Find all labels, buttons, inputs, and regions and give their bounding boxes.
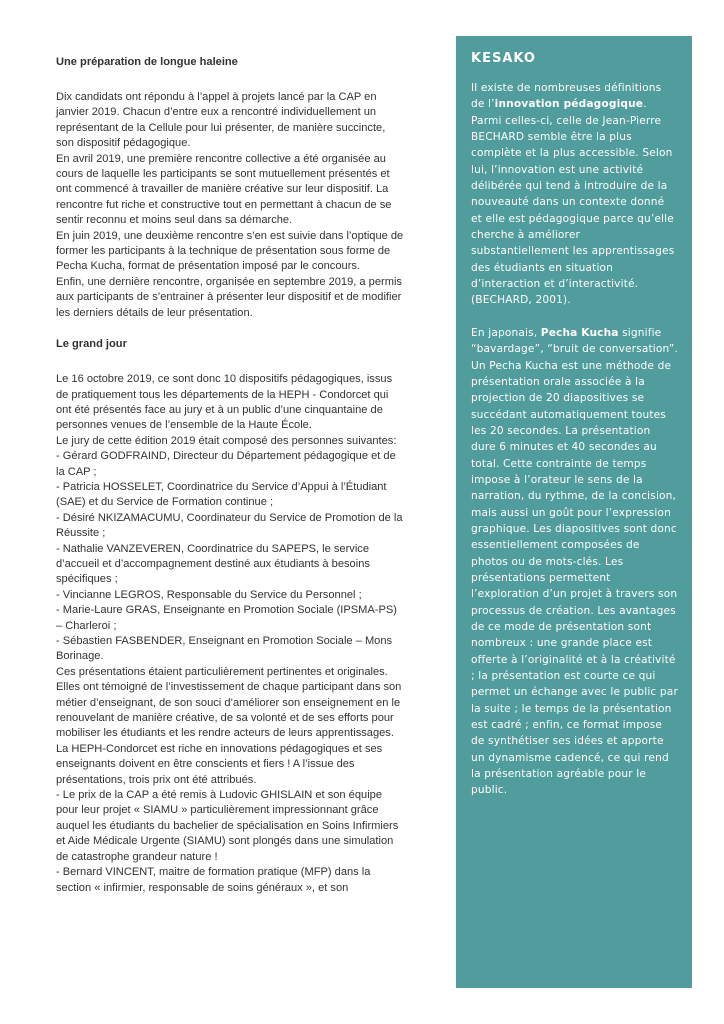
kesako-sidebar	[456, 36, 692, 988]
term-pecha-kucha: Pecha Kucha	[540, 326, 619, 339]
paragraph: Le jury de cette édition 2019 était composé des personnes suivantes:	[56, 434, 397, 447]
jury-member: - Vincianne LEGROS, Responsable du Service du Personnel ;	[56, 588, 362, 601]
spacer	[471, 309, 678, 325]
jury-member: - Marie-Laure GRAS, Enseignante en Promotion Sociale (IPSMA-PS) – Charleroi ;	[56, 604, 397, 632]
paragraph: Ces présentations étaient particulièrement pertinentes et originales. Elles ont témoigné de l’investissement de chaque participant dans son métier d’enseignant, de son souci d’améliorer son enseignement en le renouvelant de manière créative, de sa volonté et de ses efforts pour mobiliser les étudiants et les rendre acteurs de leurs apprentissages.	[56, 665, 402, 740]
text-run: . Parmi celles-ci, celle de Jean-Pierre BECHARD semble être la plus complète et la plus accessible. Selon lui, l’innovation est une activité délibérée qui tend à introduire de la nouveauté dans un contexte donné et elle est pédagogique parce qu’elle cherche à améliorer substantiellement les apprentissages des étudiants en situation d’interaction et d’interactivité. (BECHARD, 2001).	[471, 98, 675, 307]
term-innovation: innovation pédagogique	[494, 98, 644, 111]
sidebar-paragraph-innovation	[471, 80, 678, 309]
sidebar-title: KESAKO	[471, 51, 536, 66]
text-run: En japonais,	[471, 326, 541, 339]
text-run: Il existe de nombreuses définitions de l’	[471, 82, 662, 111]
jury-member: - Sébastien FASBENDER, Enseignant en Promotion Sociale – Mons Borinage.	[56, 635, 393, 663]
prize-item: - Bernard VINCENT, maitre de formation pratique (MFP) dans la section « infirmier, responsable de soins généraux », et son	[56, 866, 371, 894]
main-column	[56, 55, 406, 896]
jury-member: - Nathalie VANZEVEREN, Coordinatrice du SAPEPS, le service d’accueil et d’accompagnement destiné aux étudiants à besoins spécifiques ;	[56, 542, 370, 586]
paragraph: La HEPH-Condorcet est riche en innovations pédagogiques et ses enseignants doivent en être conscients et fiers ! A l’issue des présentations, trois prix ont été attribués.	[56, 742, 383, 786]
text-run: signifie “bavardage”, “bruit de conversation”. Un Pecha Kucha est une méthode de présentation orale associée à la projection de 20 diapositives se succédant automatiquement toutes les 20 secondes. La présentation dure 6 minutes et 40 secondes au total. Cette contrainte de temps impose à l’orateur le sens de la narration, du rythme, de la concision, mais aussi un goût pour l’expression graphique. Les diapositives sont donc essentiellement composées de photos ou de mots-clés. Les présentations permettent l’exploration d’un projet à travers son processus de création. Les avantages de ce mode de présentation sont nombreux : une grande place est offerte à l’originalité et à la créativité ; la présentation est courte ce qui permet un échange avec le public par la suite ; le temps de la présentation est cadré ; enfin, ce format impose de synthétiser ses idées et apporte un dynamisme cadencé, ce qui rend la présentation agréable pour le public.	[471, 326, 678, 797]
paragraph: En juin 2019, une deuxième rencontre s’en est suivie dans l’optique de former les participants à la technique de présentation sous forme de Pecha Kucha, format de présentation imposé par le concours.	[56, 229, 404, 273]
sidebar-paragraph-pecha-kucha	[471, 325, 678, 799]
prize-item: - Le prix de la CAP a été remis à Ludovic GHISLAIN et son équipe pour leur projet « SIAMU » particulièrement impressionnant grâce auquel les étudiants du bachelier de spécialisation en Soins Infirmiers et Aide Médicale Urgente (SIAMU) sont plongés dans une simulation de catastrophe grandeur nature !	[56, 789, 399, 863]
heading-preparation: Une préparation de longue haleine	[56, 56, 238, 68]
paragraph: Dix candidats ont répondu à l’appel à projets lancé par la CAP en janvier 2019. Chacun d’entre eux a rencontré individuellement un représentant de la Cellule pour lui présenter, de manière succincte, son dispositif pédagogique.	[56, 91, 386, 150]
jury-member: - Patricia HOSSELET, Coordinatrice du Service d’Appui à l’Étudiant (SAE) et du Service de Formation continue ;	[56, 480, 387, 509]
jury-member: - Gérard GODFRAIND, Directeur du Département pédagogique et de la CAP ;	[56, 450, 396, 478]
heading-grand-jour: Le grand jour	[56, 338, 127, 351]
jury-member: - Désiré NKIZAMACUMU, Coordinateur du Service de Promotion de la Réussite ;	[56, 511, 403, 540]
paragraph: Le 16 octobre 2019, ce sont donc 10 dispositifs pédagogiques, issus de pratiquement tous les départements de la HEPH - Condorcet qui ont été présentés face au jury et à un public d’une cinquantaine de personnes venues de l’ensemble de la Haute École.	[56, 373, 393, 432]
paragraph: Enfin, une dernière rencontre, organisée en septembre 2019, a permis aux participants de s’entrainer à présenter leur dispositif et de modifier les derniers détails de leur présentation.	[56, 275, 402, 319]
paragraph: En avril 2019, une première rencontre collective a été organisée au cours de laquelle les participants se sont mutuellement présentés et ont commencé à travailler de manière créative sur leur dispositif. La rencontre fut riche et constructive tout en permettant à chacun de se sentir reconnu et moins seul dans sa démarche.	[56, 152, 392, 227]
